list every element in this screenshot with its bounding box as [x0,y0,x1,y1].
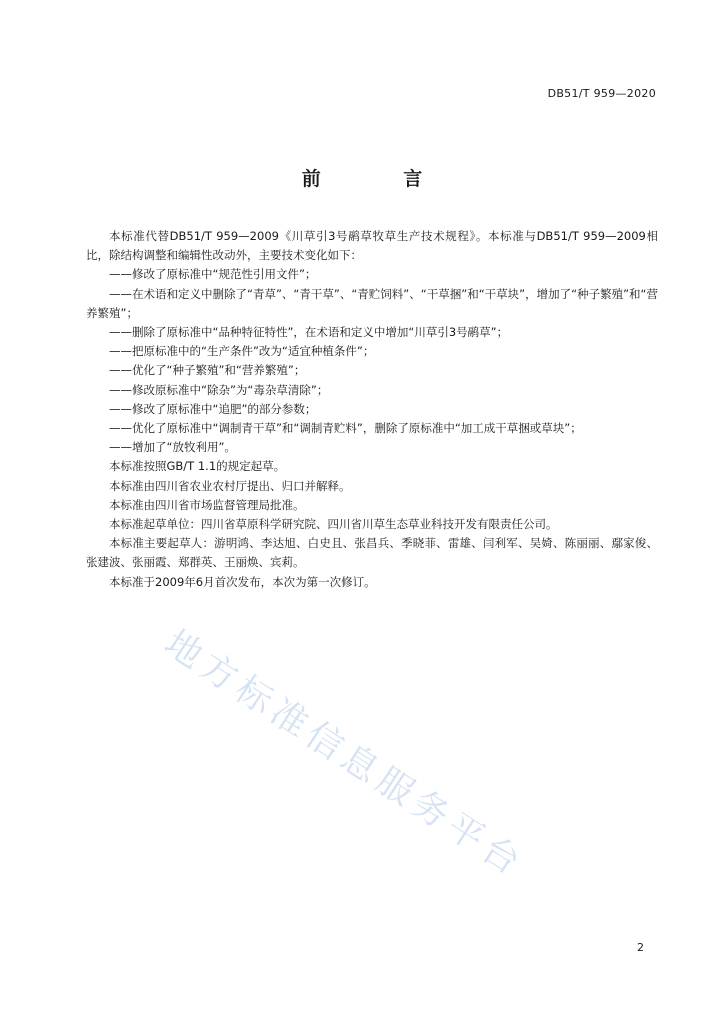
change-item: ——删除了原标准中“品种特征特性”，在术语和定义中增加“川草引3号鹝草”； [109,325,509,340]
watermark: 地方标准信息服务平台 [157,622,532,886]
change-item: ——在术语和定义中删除了“青草”、“青干草”、“青贮饲料”、“干草捆”和“干草块”，增加了“种子繁殖”和“营养繁殖”； [86,286,658,320]
change-item: ——把原标准中的“生产条件”改为“适宜种植条件”； [109,344,375,359]
paragraph-history: 本标准于2009年6月首次发布，本次为第一次修订。 [109,574,376,589]
paragraph-proposer: 本标准由四川省农业农村厅提出、归口并解释。 [109,478,351,493]
change-item: ——修改原标准中“除杂”为“毒杂草清除”； [109,382,329,397]
page-number: 2 [637,941,644,954]
body-text [86,227,658,592]
change-item: ——优化了“种子繁殖”和“营养繁殖”； [109,363,306,378]
paragraph-intro: 本标准代替DB51/T 959—2009《川草引3号鹝草牧草生产技术规程》。本标准与DB51/T 959—2009相比，除结构调整和编辑性改动外，主要技术变化如下： [86,229,658,263]
paragraph-drafting-units: 本标准起草单位：四川省草原科学研究院、四川省川草生态草业科技开发有限责任公司。 [109,517,558,532]
paragraph-drafting-rule: 本标准按照GB/T 1.1的规定起草。 [109,459,286,474]
change-item: ——修改了原标准中“追肥”的部分参数； [109,401,317,416]
change-item: ——增加了“放牧利用”。 [109,440,236,455]
paragraph-approver: 本标准由四川省市场监督管理局批准。 [109,497,305,512]
change-item: ——修改了原标准中“规范性引用文件”； [109,267,317,282]
page-title: 前 言 [301,168,461,190]
document-code: DB51/T 959—2020 [547,87,656,100]
change-item: ——优化了原标准中“调制青干草”和“调制青贮料”，删除了原标准中“加工成干草捆或草块”； [109,421,582,436]
paragraph-drafters: 本标准主要起草人：游明鸿、李达旭、白史且、张昌兵、季晓菲、雷雄、闫利军、吴婍、陈丽丽、鄢家俊、张建波、张丽霞、郑群英、王丽焕、宾莉。 [86,536,658,570]
